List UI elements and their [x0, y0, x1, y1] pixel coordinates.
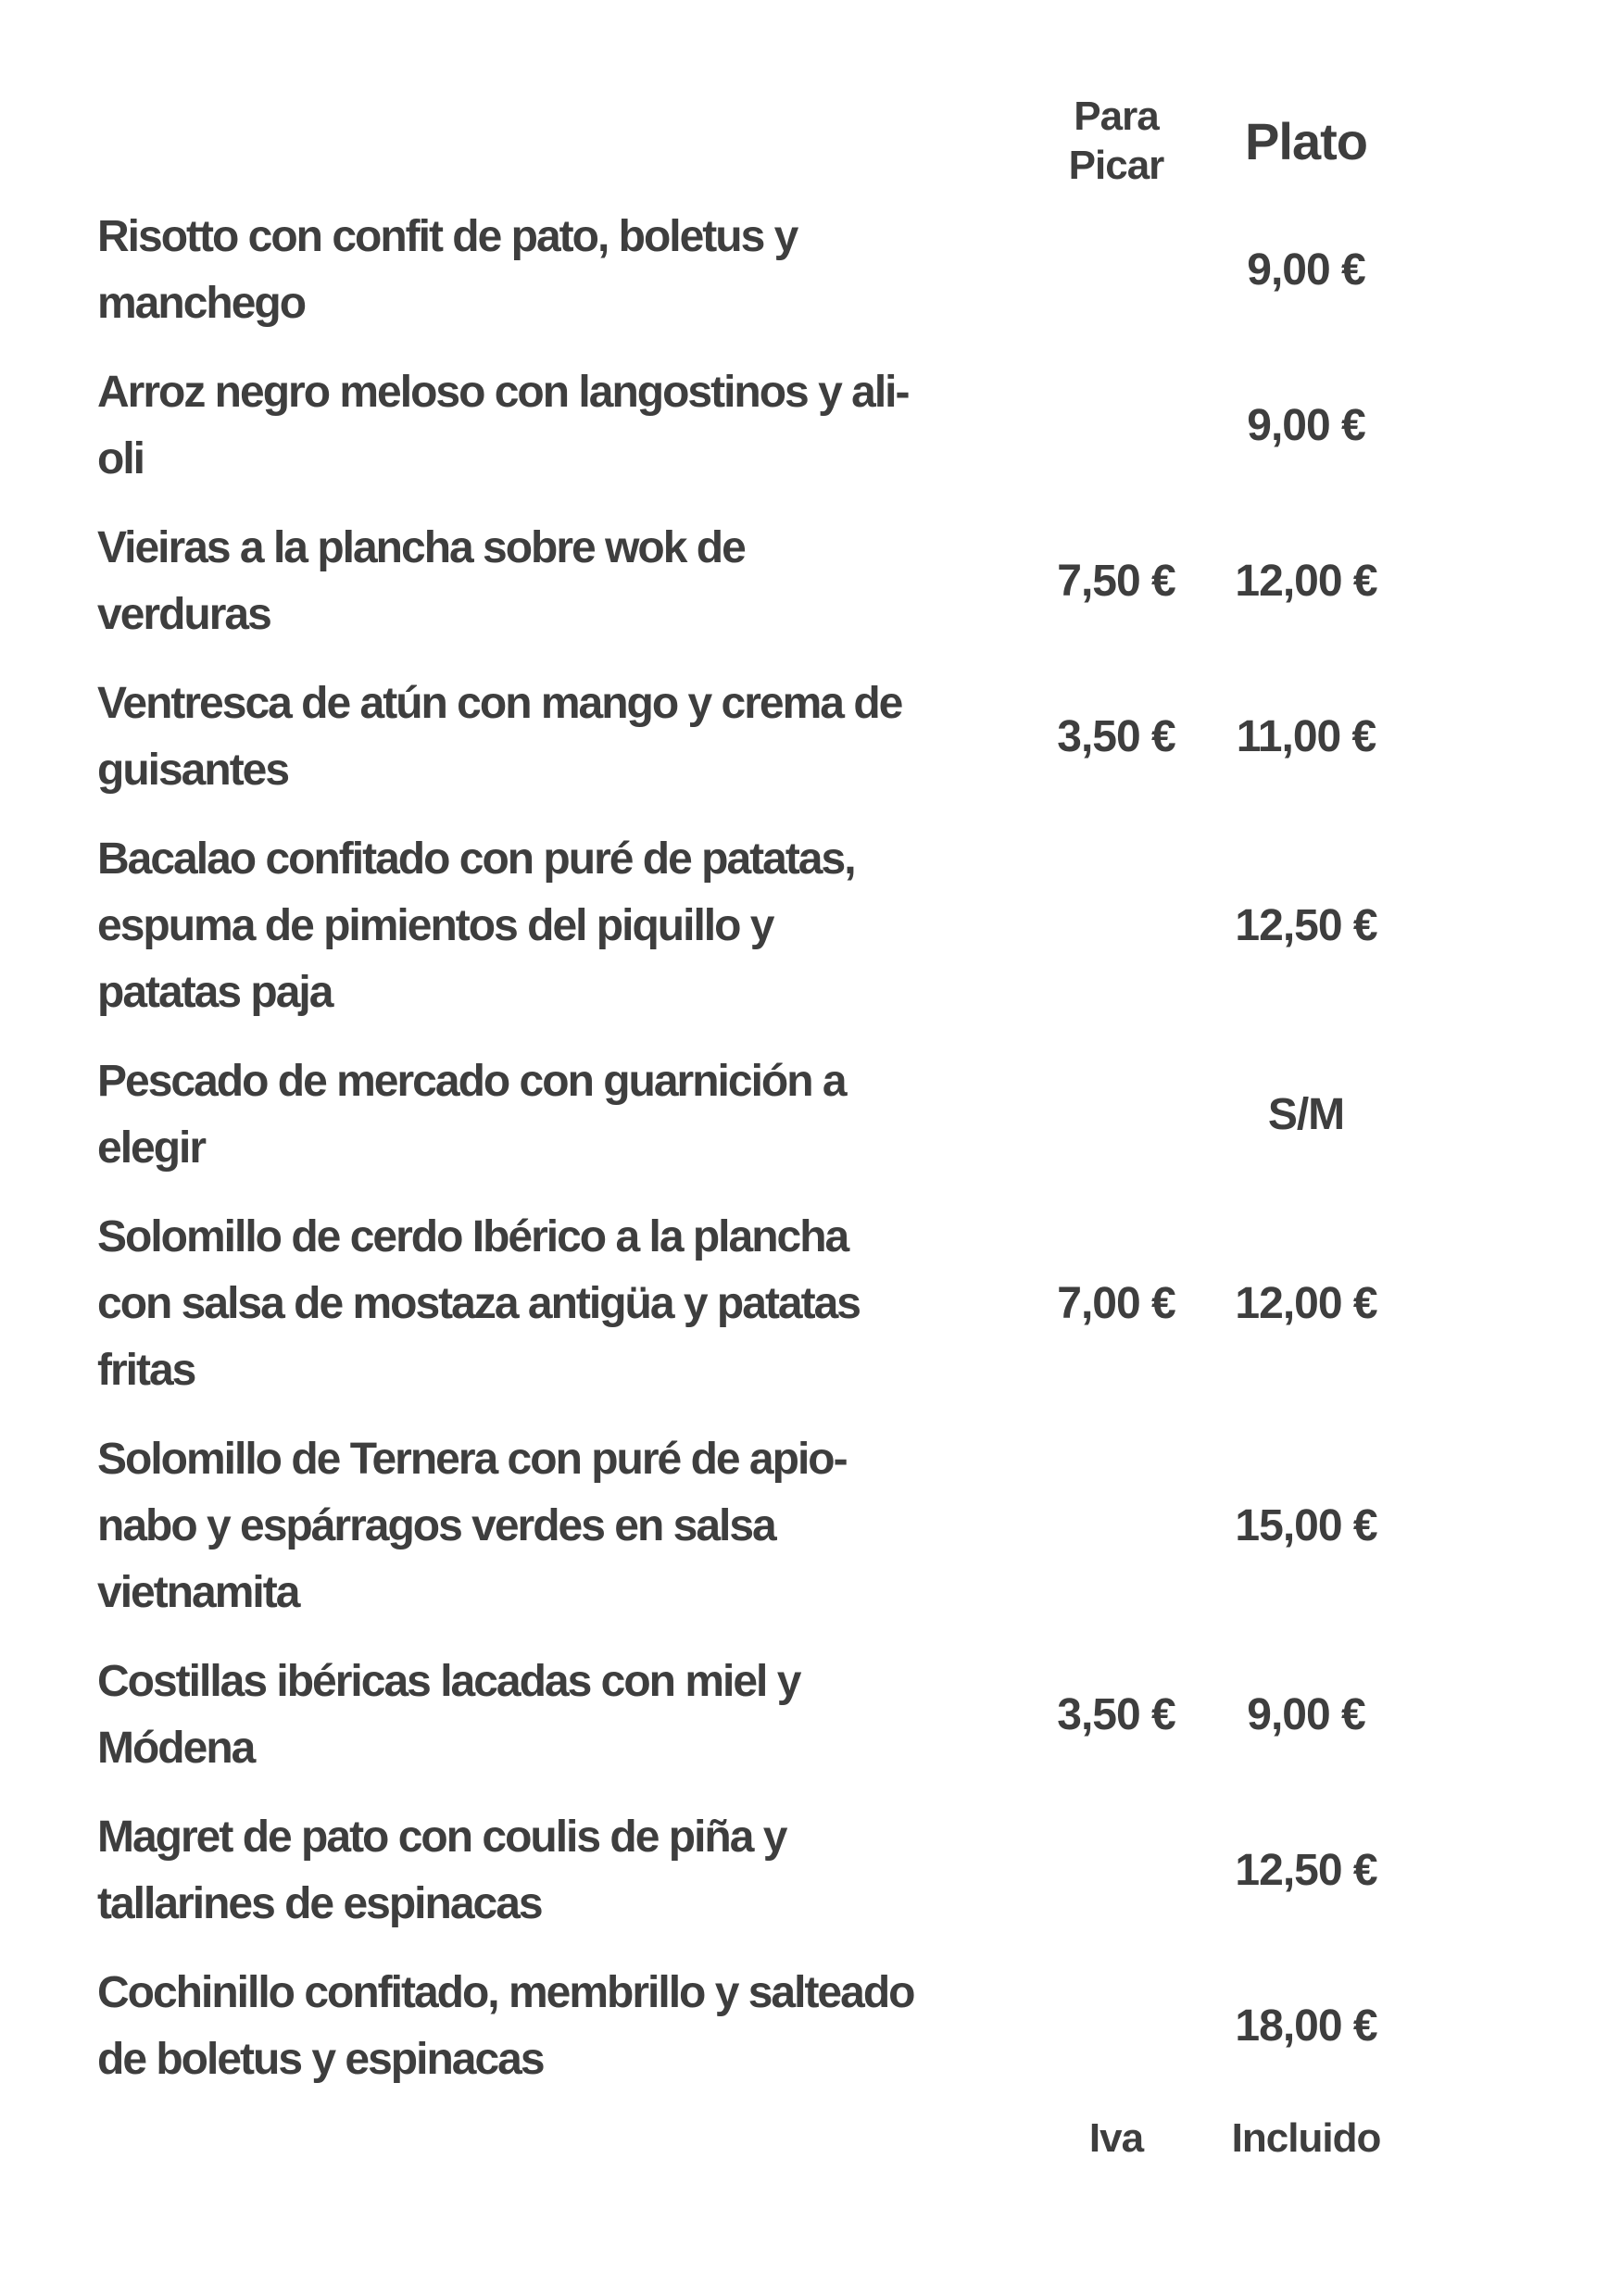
- menu-row: [97, 671, 1589, 804]
- dish-name: Costillas ibéricas lacadas con miel y Módena: [97, 1656, 800, 1773]
- price-plato: 12,50 €: [1235, 1846, 1377, 1896]
- price-plato: 9,00 €: [1247, 1690, 1365, 1740]
- header-row: [97, 93, 1589, 191]
- dish-name: Pescado de mercado con guarnición a elegir: [97, 1056, 846, 1173]
- price-plato: 9,00 €: [1247, 245, 1365, 295]
- dish-name: Cochinillo confitado, membrillo y salteado de boletus y espinacas: [97, 1967, 914, 2084]
- menu-row: [97, 1204, 1589, 1404]
- dish-name: Ventresca de atún con mango y crema de guisantes: [97, 678, 902, 795]
- price-plato: 11,00 €: [1236, 712, 1376, 762]
- price-plato: 18,00 €: [1235, 2001, 1377, 2051]
- dish-name: Solomillo de cerdo Ibérico a la plancha con salsa de mostaza antigüa y patatas fritas: [97, 1211, 860, 1395]
- menu-row: [97, 826, 1589, 1026]
- menu-row: [97, 1649, 1589, 1782]
- dish-name: Bacalao confitado con puré de patatas, espuma de pimientos del piquillo y patatas paja: [97, 834, 855, 1017]
- price-plato: 9,00 €: [1247, 401, 1365, 451]
- price-plato: 12,50 €: [1235, 901, 1377, 951]
- menu-row: [97, 1804, 1589, 1938]
- column-header-para-picar-label: Para Picar: [1068, 94, 1164, 188]
- column-header-para-picar: [1028, 93, 1204, 191]
- price-para-picar: 3,50 €: [1057, 712, 1175, 762]
- menu-row: [97, 515, 1589, 648]
- price-plato: 12,00 €: [1235, 1279, 1377, 1329]
- menu-row: [97, 204, 1589, 337]
- iva-value: Incluido: [1231, 2114, 1381, 2161]
- price-plato: 12,00 €: [1235, 557, 1377, 607]
- menu-row: [97, 359, 1589, 493]
- price-para-picar: 7,50 €: [1057, 557, 1175, 607]
- dish-name: Magret de pato con coulis de piña y tallarines de espinacas: [97, 1812, 786, 1928]
- price-plato: S/M: [1267, 1090, 1345, 1140]
- dish-name: Solomillo de Ternera con puré de apio-nabo y espárragos verdes en salsa vietnamita: [97, 1434, 847, 1617]
- footer-row: [97, 2115, 1589, 2162]
- column-header-plato: Plato: [1245, 112, 1367, 171]
- dish-name: Risotto con confit de pato, boletus y manchego: [97, 211, 798, 328]
- menu-row: [97, 1960, 1589, 2093]
- dish-name: Vieiras a la plancha sobre wok de verduras: [97, 522, 745, 639]
- dish-name: Arroz negro meloso con langostinos y ali-oli: [97, 367, 909, 483]
- iva-label: Iva: [1088, 2114, 1144, 2161]
- price-plato: 15,00 €: [1235, 1501, 1377, 1551]
- price-para-picar: 3,50 €: [1057, 1690, 1175, 1740]
- price-para-picar: 7,00 €: [1057, 1279, 1175, 1329]
- menu-row: [97, 1048, 1589, 1182]
- menu-row: [97, 1426, 1589, 1626]
